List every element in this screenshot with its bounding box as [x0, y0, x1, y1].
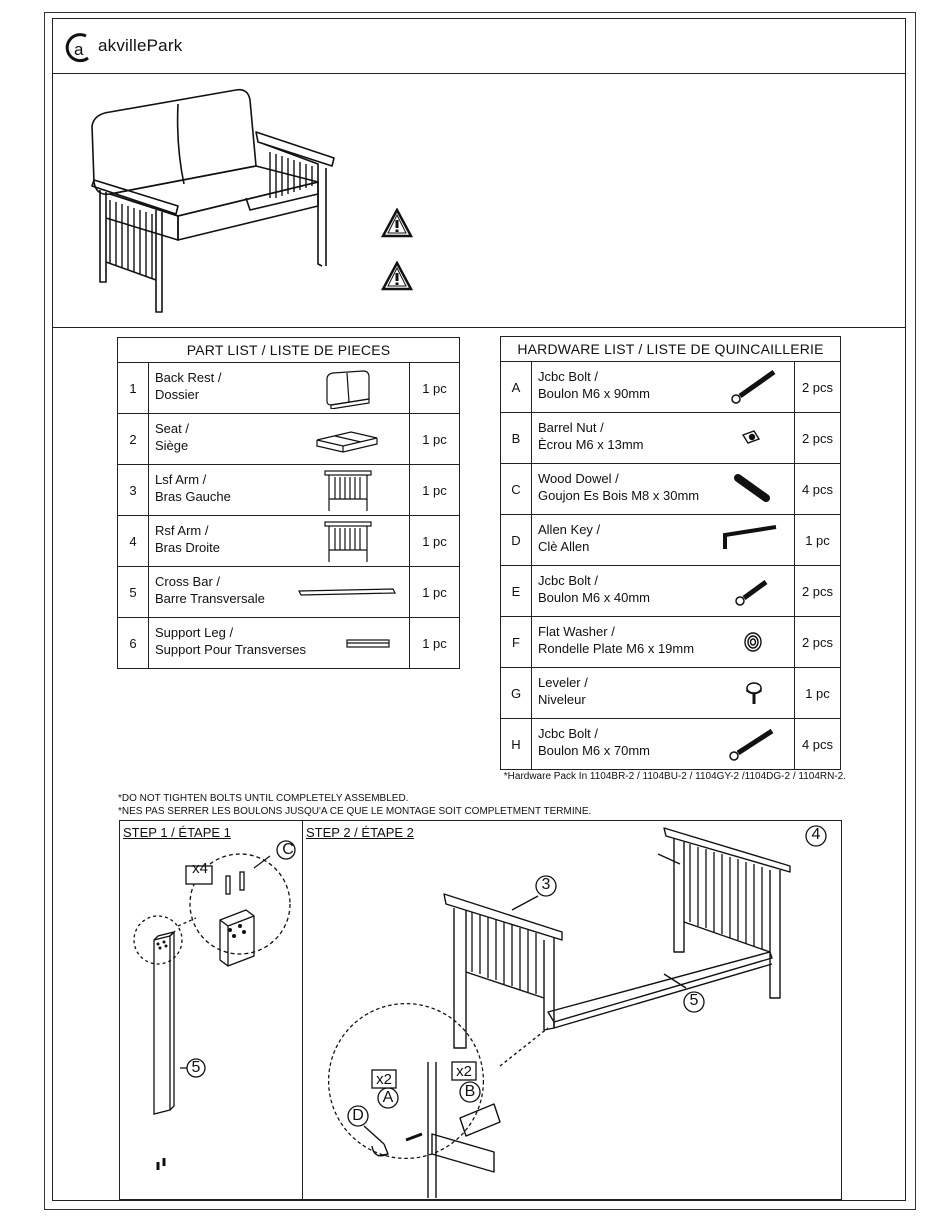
part-name: Back Rest /: [155, 370, 222, 385]
part-quantity: 1 pc: [410, 516, 460, 567]
right-arm-icon: [323, 520, 373, 564]
part-description: [149, 567, 410, 618]
hardware-table: [500, 336, 841, 770]
part-name-fr: Barre Transversale: [155, 591, 265, 606]
short-bolt-icon: [732, 576, 772, 608]
barrel-nut-icon: [740, 427, 762, 447]
tighten-note-fr: *NES PAS SERRER LES BOULONS JUSQU'A CE QUE LE MONTAGE SOIT COMPLETMENT TERMINE.: [118, 806, 592, 817]
leveler-icon: [744, 680, 764, 706]
wood-dowel-icon: [732, 472, 772, 504]
svg-text:a: a: [74, 40, 84, 59]
hardware-name: Jcbc Bolt /: [538, 726, 598, 741]
part-name-fr: Siège: [155, 438, 189, 453]
hardware-quantity: 2 pcs: [795, 566, 841, 617]
part-number: 3: [118, 465, 149, 516]
table-row: [118, 567, 460, 618]
tighten-note-en: *DO NOT TIGHTEN BOLTS UNTIL COMPLETELY ASSEMBLED.: [118, 793, 409, 804]
part-name: Cross Bar /: [155, 574, 221, 589]
part-quantity: 1 pc: [410, 414, 460, 465]
hardware-name: Barrel Nut /: [538, 420, 604, 435]
table-row: [501, 464, 841, 515]
hardware-letter: G: [501, 668, 532, 719]
hardware-name-fr: Ècrou M6 x 13mm: [538, 437, 644, 452]
hardware-letter: B: [501, 413, 532, 464]
parts-table: [117, 337, 460, 669]
part-name: Seat /: [155, 421, 189, 436]
cross-bar-icon: [297, 587, 397, 599]
hardware-letter: H: [501, 719, 532, 770]
part-number: 1: [118, 363, 149, 414]
hardware-letter: D: [501, 515, 532, 566]
warning-icon: [381, 208, 413, 238]
hardware-table-title: HARDWARE LIST / LISTE DE QUINCAILLERIE: [501, 337, 841, 362]
header-divider: [52, 73, 906, 74]
table-row: [501, 413, 841, 464]
table-row: [501, 566, 841, 617]
loveseat-illustration: [86, 86, 342, 314]
steps-divider: [302, 820, 303, 1200]
part-name-fr: Support Pour Transverses: [155, 642, 307, 657]
brand-logo: [64, 30, 183, 64]
nut-callout: B: [464, 1083, 476, 1100]
part-quantity: 1 pc: [410, 465, 460, 516]
part-description: [149, 414, 410, 465]
table-row: [501, 515, 841, 566]
bolt-count: x2: [376, 1071, 392, 1088]
hardware-name: Allen Key /: [538, 522, 601, 537]
hardware-name-fr: Boulon M6 x 90mm: [538, 386, 650, 401]
hardware-name-fr: Goujon Es Bois M8 x 30mm: [538, 488, 700, 503]
right-arm-callout: 4: [811, 826, 821, 843]
part-description: [149, 465, 410, 516]
part-quantity: 1 pc: [410, 567, 460, 618]
table-row: [118, 516, 460, 567]
table-row: [118, 414, 460, 465]
cross-bar-callout: 5: [689, 992, 699, 1009]
hardware-name-fr: Niveleur: [538, 692, 586, 707]
hardware-name: Jcbc Bolt /: [538, 573, 598, 588]
hardware-quantity: 1 pc: [795, 515, 841, 566]
hardware-description: [532, 413, 795, 464]
hardware-description: [532, 617, 795, 668]
hardware-letter: A: [501, 362, 532, 413]
table-row: [501, 668, 841, 719]
step2-title: STEP 2 / ÉTAPE 2: [306, 825, 414, 840]
step2-illustration: [304, 822, 840, 1198]
hero-divider: [52, 327, 906, 328]
part-name-fr: Bras Droite: [155, 540, 221, 555]
hardware-quantity: 2 pcs: [795, 362, 841, 413]
brand-logo-icon: [64, 30, 98, 64]
dowel-callout: C: [282, 841, 294, 858]
hardware-description: [532, 566, 795, 617]
hardware-name: Leveler /: [538, 675, 588, 690]
hardware-description: [532, 464, 795, 515]
parts-table-title: PART LIST / LISTE DE PIECES: [118, 338, 460, 363]
hardware-name: Jcbc Bolt /: [538, 369, 598, 384]
left-arm-callout: 3: [541, 876, 551, 893]
hardware-pack-note: *Hardware Pack In 1104BR-2 / 1104BU-2 / 1104GY-2 /1104DG-2 / 1104RN-2.: [503, 771, 846, 782]
brand-name: akvillePark: [98, 36, 183, 55]
hardware-name: Wood Dowel /: [538, 471, 619, 486]
part-quantity: 1 pc: [410, 363, 460, 414]
table-row: [501, 617, 841, 668]
hardware-quantity: 1 pc: [795, 668, 841, 719]
table-row: [118, 618, 460, 669]
warning-icon: [381, 261, 413, 291]
part-number: 2: [118, 414, 149, 465]
hardware-letter: E: [501, 566, 532, 617]
flat-washer-icon: [742, 631, 764, 653]
part-name: Rsf Arm /: [155, 523, 209, 538]
hardware-description: [532, 719, 795, 770]
hardware-description: [532, 515, 795, 566]
hardware-quantity: 2 pcs: [795, 413, 841, 464]
step1-title: STEP 1 / ÉTAPE 1: [123, 825, 231, 840]
hardware-letter: C: [501, 464, 532, 515]
part-number: 4: [118, 516, 149, 567]
long-bolt-icon: [728, 368, 778, 406]
allen-key-icon: [720, 523, 780, 553]
hardware-name-fr: Clè Allen: [538, 539, 590, 554]
bolt-callout: A: [382, 1089, 394, 1106]
hardware-letter: F: [501, 617, 532, 668]
hardware-quantity: 4 pcs: [795, 464, 841, 515]
part-number: 5: [118, 567, 149, 618]
hardware-name-fr: Boulon M6 x 40mm: [538, 590, 650, 605]
nut-count: x2: [456, 1063, 472, 1080]
step1-illustration: [124, 840, 300, 1176]
allen-key-callout: D: [352, 1107, 364, 1124]
hardware-name: Flat Washer /: [538, 624, 615, 639]
hardware-name-fr: Boulon M6 x 70mm: [538, 743, 650, 758]
table-row: [501, 362, 841, 413]
part-description: [149, 618, 410, 669]
hardware-description: [532, 362, 795, 413]
part-number: 6: [118, 618, 149, 669]
part-quantity: 1 pc: [410, 618, 460, 669]
part-description: [149, 363, 410, 414]
table-row: [118, 465, 460, 516]
part-description: [149, 516, 410, 567]
support-leg-callout: 5: [191, 1059, 201, 1076]
hardware-name-fr: Rondelle Plate M6 x 19mm: [538, 641, 695, 656]
dowel-count: x4: [192, 860, 208, 877]
medium-bolt-icon: [726, 725, 776, 763]
hardware-quantity: 2 pcs: [795, 617, 841, 668]
hardware-quantity: 4 pcs: [795, 719, 841, 770]
table-row: [501, 719, 841, 770]
part-name: Support Leg /: [155, 625, 234, 640]
back-rest-icon: [323, 369, 373, 409]
part-name: Lsf Arm /: [155, 472, 207, 487]
table-row: [118, 363, 460, 414]
seat-icon: [315, 428, 379, 454]
part-name-fr: Dossier: [155, 387, 200, 402]
left-arm-icon: [323, 469, 373, 513]
hardware-description: [532, 668, 795, 719]
support-leg-icon: [345, 638, 391, 650]
part-name-fr: Bras Gauche: [155, 489, 231, 504]
